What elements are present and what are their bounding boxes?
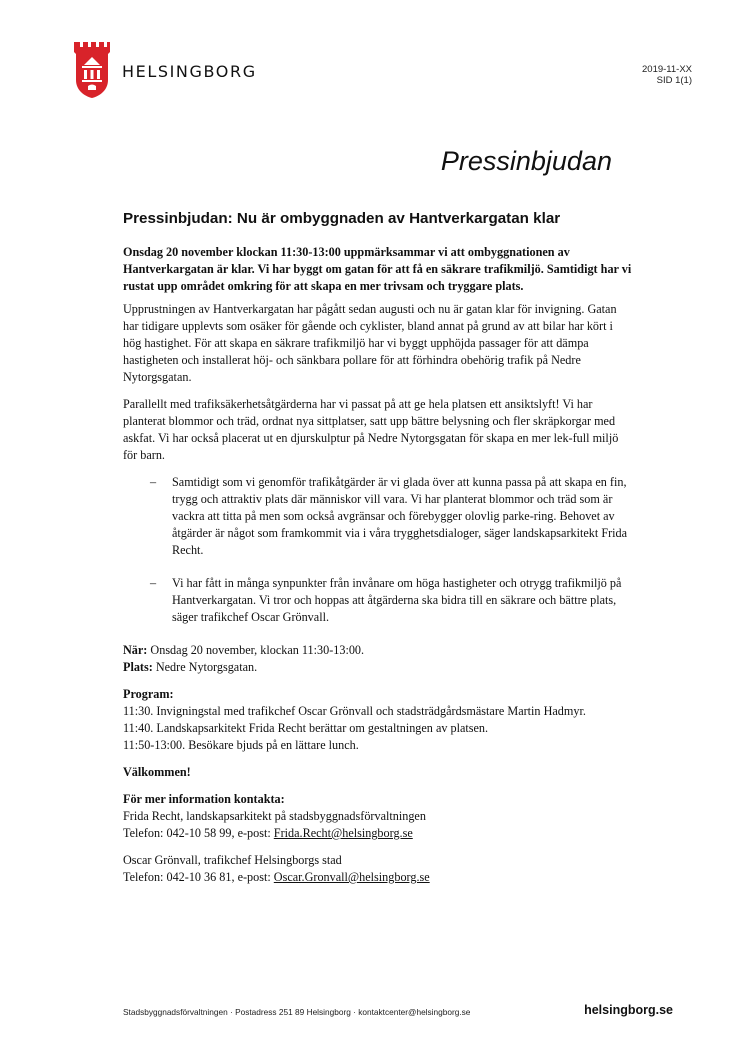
- where-label: Plats:: [123, 660, 153, 674]
- email-link[interactable]: Frida.Recht@helsingborg.se: [273, 826, 413, 840]
- document-date: 2019-11-XX: [642, 64, 692, 75]
- helsingborg-logo: [74, 42, 110, 98]
- contact-phone-text: Telefon: 042-10 58 99, e-post:: [123, 826, 274, 840]
- brand-name: HELSINGBORG: [122, 62, 257, 81]
- document-body: [123, 210, 633, 896]
- quote-list: [123, 474, 633, 626]
- headline: Pressinbjudan: Nu är ombyggnaden av Hantverkargatan klar: [123, 210, 561, 227]
- event-where: [123, 659, 633, 676]
- quote-item-1: [123, 474, 633, 559]
- contact-title: För mer information kontakta:: [123, 792, 285, 806]
- contact-phone-text: Telefon: 042-10 36 81, e-post:: [123, 870, 274, 884]
- contact-section-2: [123, 852, 633, 886]
- contact-name: Frida Recht, landskapsarkitekt på stadsbyggnadsförvaltningen: [123, 809, 426, 823]
- dash-marker: –: [150, 475, 157, 489]
- quote-item-2: [123, 575, 633, 626]
- welcome-text: Välkommen!: [123, 765, 191, 779]
- contact-section: [123, 791, 633, 842]
- footer-address: Stadsbyggnadsförvaltningen · Postadress 251 89 Helsingborg · kontaktcenter@helsingborg.se: [123, 1007, 471, 1017]
- page-number: SID 1(1): [656, 75, 692, 86]
- when-label: När:: [123, 643, 148, 657]
- program-section: [123, 686, 633, 754]
- when-value: Onsdag 20 november, klockan 11:30-13:00.: [147, 643, 365, 657]
- email-link[interactable]: Oscar.Gronvall@helsingborg.se: [273, 870, 430, 884]
- document-meta: [642, 64, 692, 86]
- program-item: 11:40. Landskapsarkitekt Frida Recht berättar om gestaltningen av platsen.: [123, 721, 489, 735]
- where-value: Nedre Nytorgsgatan.: [152, 660, 258, 674]
- program-title: Program:: [123, 687, 174, 701]
- quote-text: Vi har fått in många synpunkter från invånare om höga hastigheter och otrygg trafikmiljö på Hantverkargatan. Vi tror och hoppas att åtgärderna ska bidra till en säkrare och bättre plats, säger trafikchef Oscar Grönvall.: [172, 576, 622, 624]
- event-when: [123, 642, 633, 659]
- event-details: [123, 642, 633, 676]
- program-item: 11:30. Invigningstal med trafikchef Oscar Grönvall och stadsträdgårdsmästare Martin Hadmyr.: [123, 704, 586, 718]
- program-item: 11:50-13:00. Besökare bjuds på en lättare lunch.: [123, 738, 359, 752]
- body-paragraph-1: Upprustningen av Hantverkargatan har pågått sedan augusti och nu är gatan klar för invigning. Gatan har tidigare upplevts som osäker för gående och cyklister, bland annat på grund av att bilar har kört i hög hastighet. För att skapa en säkrare trafikmiljö har vi byggt upphöjda passager för att dämpa hastigheten och installerat höj- och sänkbara pollare för att förhindra obehörig trafik på Nedre Nytorgsgatan.: [123, 302, 617, 384]
- footer-website[interactable]: helsingborg.se: [584, 1003, 673, 1017]
- contact-phone: [123, 869, 633, 886]
- quote-text: Samtidigt som vi genomför trafikåtgärder är vi glada över att kunna passa på att skapa en fin, trygg och attraktiv plats där människor vill vara. Vi har planterat blommor och träd som är vackra att titta på men som också avgränsar och förebygger olovlig parke-ring. Behovet av åtgärder är något som framkommit via i våra trygghetsdialoger, säger landskapsarkitekt Frida Recht.: [172, 475, 628, 557]
- contact-phone: [123, 825, 633, 842]
- contact-name: Oscar Grönvall, trafikchef Helsingborgs stad: [123, 853, 342, 867]
- body-paragraph-2: Parallellt med trafiksäkerhetsåtgärderna har vi passat på att ge hela platsen ett ansiktslyft! Vi har planterat blommor och träd, ordnat nya sittplatser, satt upp bättre belysning och fler skräpkorgar med askfat. Vi har också placerat ut en djurskulptur på Nedre Nytorgsgatan för skapa en mer lek-full miljö för barn.: [123, 397, 619, 462]
- dash-marker: –: [150, 576, 157, 590]
- document-type: Pressinbjudan: [440, 146, 612, 176]
- lead-paragraph: Onsdag 20 november klockan 11:30-13:00 uppmärksammar vi att ombyggnationen av Hantverkargatan är klar. Vi har byggt om gatan för att få en säkrare trafikmiljö. Samtidigt har vi rustat upp området omkring för att skapa en mer trivsam och tryggare plats.: [123, 245, 632, 293]
